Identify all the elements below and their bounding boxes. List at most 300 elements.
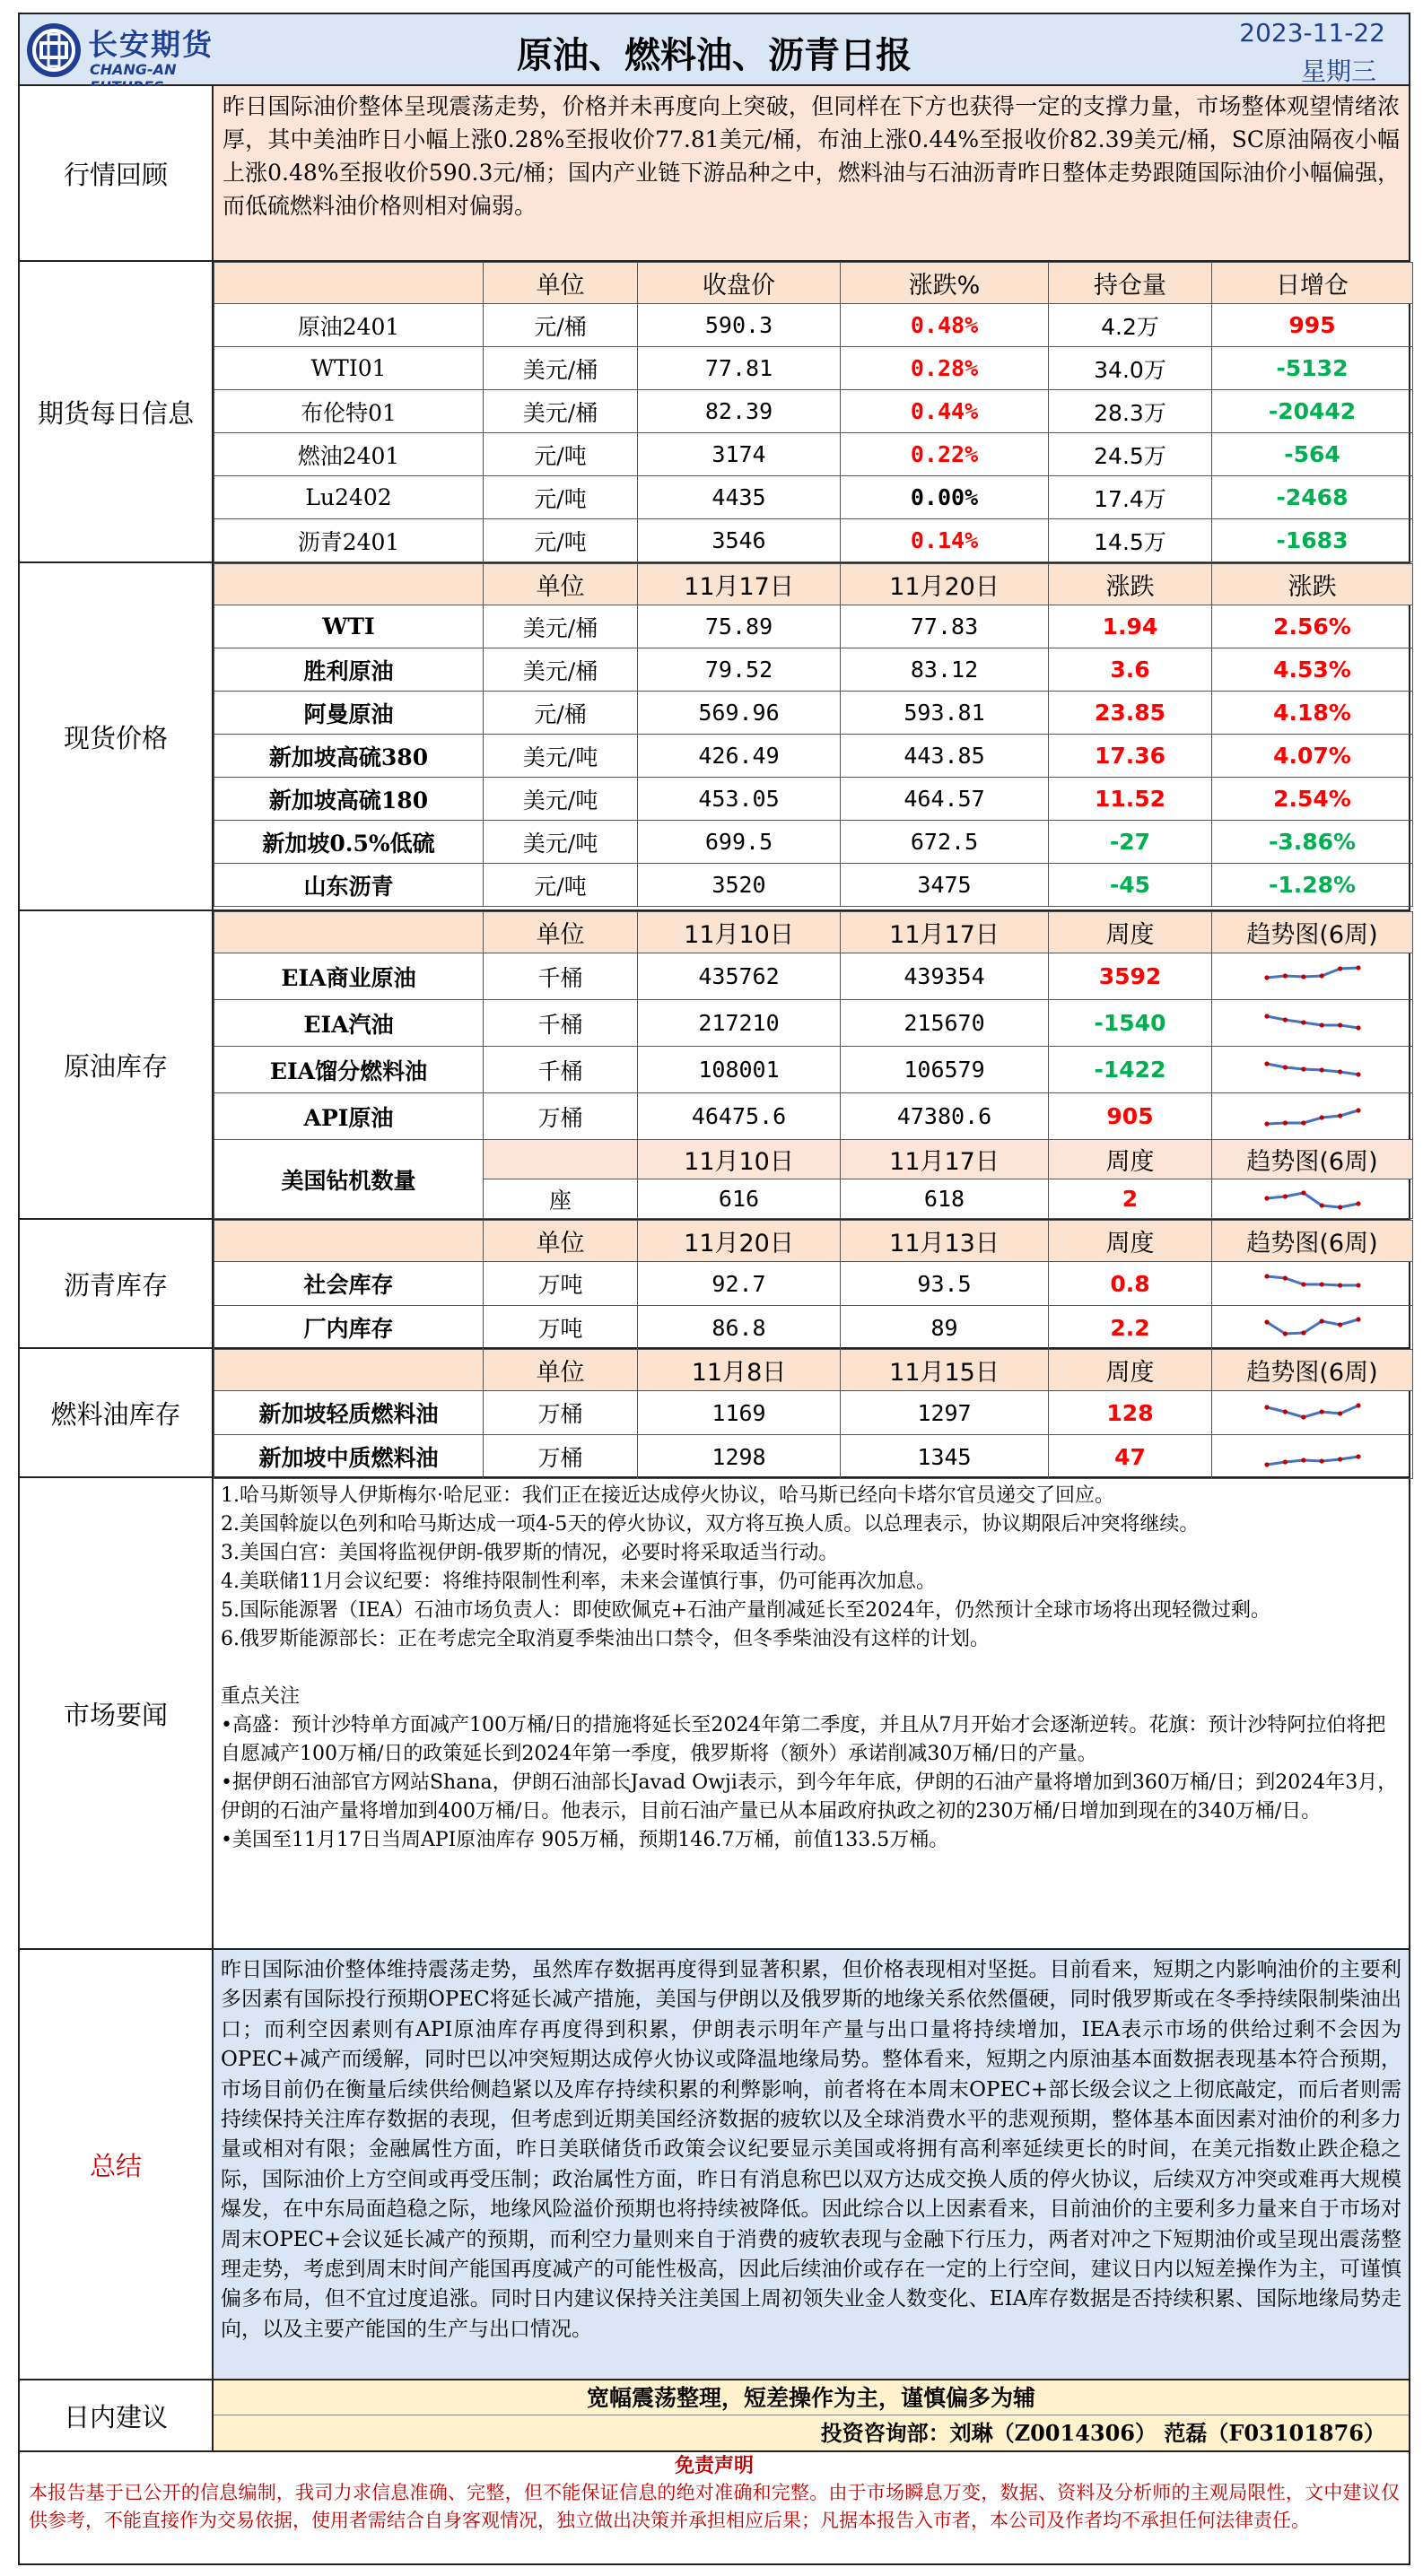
trend-line: [1267, 1457, 1358, 1465]
value-curr: 618: [841, 1179, 1049, 1219]
column-header-6: 日增仓: [1212, 263, 1413, 304]
table-row: [214, 1391, 1413, 1435]
item-name: EIA汽油: [214, 1000, 484, 1047]
news-item: •高盛：预计沙特单方面减产100万桶/日的措施将延长至2024年第二季度，并且从7月开始才会逐渐逆转。花旗：预计沙特阿拉伯将把自愿减产100万桶/日的政策延长到2024年第一季度，俄罗斯将（额外）承诺削减30万桶/日的产量。: [221, 1714, 1386, 1765]
trend-point: [1319, 1067, 1323, 1072]
column-header-1: [214, 263, 484, 304]
value-prev: 616: [638, 1179, 841, 1219]
futures-section: [20, 262, 1409, 563]
change-percent: 0.28%: [841, 347, 1049, 390]
column-header-1: [214, 1221, 484, 1262]
logo-english-name: CHANG-AN: [90, 61, 177, 78]
trend-chart: [1212, 1262, 1413, 1306]
contract-name: 原油2401: [214, 304, 484, 347]
trend-point: [1319, 1203, 1323, 1207]
trend-point: [1356, 1072, 1360, 1076]
value-prev: 1298: [638, 1435, 841, 1479]
value-prev: 92.7: [638, 1262, 841, 1306]
trend-sparkline: [1263, 964, 1362, 989]
market-review-text: 昨日国际油价整体呈现震荡走势，价格并未再度向上突破，但同样在下方也获得一定的支撑力量，市场整体观望情绪浓厚，其中美油昨日小幅上涨0.28%至报收价77.81美元/桶，布油上涨0.44%至报收价82.39美元/桶，SC原油隔夜小幅上涨0.48%至报收价590.3元/桶；国内产业链下游品种之中，燃料油与石油沥青昨日整体走势跟随国际油价小幅偏强，而低硫燃料油价格则相对偏弱。: [214, 86, 1409, 260]
trend-point: [1264, 1462, 1269, 1466]
trend-point: [1319, 1023, 1323, 1027]
item-name: EIA馏分燃料油: [214, 1047, 484, 1093]
trend-point: [1282, 1065, 1287, 1069]
unit: 万桶: [484, 1093, 638, 1140]
report-header: [20, 14, 1409, 86]
price-curr: 672.5: [841, 821, 1049, 864]
trend-point: [1282, 1017, 1287, 1022]
column-header-5: 周度: [1049, 1221, 1212, 1262]
unit: 元/吨: [484, 864, 638, 907]
value-prev: 435762: [638, 953, 841, 1000]
column-header-3: 11月10日: [638, 912, 841, 953]
trend-point: [1264, 1061, 1269, 1066]
table-row: [214, 605, 1413, 648]
summary-section: [20, 1950, 1409, 2380]
value-curr: 93.5: [841, 1262, 1049, 1306]
daily-oi-change: -564: [1212, 433, 1413, 476]
price-change-percent: -1.28%: [1212, 864, 1413, 907]
table-row: [214, 1000, 1413, 1047]
market-review-label: 行情回顾: [20, 86, 214, 260]
table-row: [214, 821, 1413, 864]
news-item: 6.俄罗斯能源部长：正在考虑完全取消夏季柴油出口禁令，但冬季柴油没有这样的计划。: [221, 1628, 990, 1650]
disclaimer-text: 本报告基于已公开的信息编制，我司力求信息准确、完整，但不能保证信息的绝对准确和完整。由于市场瞬息万变，数据、资料及分析师的主观局限性，文中建议仅供参考，不能直接作为交易依据，使用者需结合自身客观情况，独立做出决策并承担相应后果；凡据本报告入市者，本公司及作者均不承担任何法律责任。: [29, 2482, 1400, 2531]
trend-sparkline: [1263, 1187, 1362, 1212]
trend-chart: [1212, 1179, 1413, 1219]
value-prev: 86.8: [638, 1306, 841, 1350]
value-prev: 1169: [638, 1391, 841, 1435]
trend-line: [1267, 1405, 1358, 1417]
table-row: [214, 1047, 1413, 1093]
column-header-2: 单位: [484, 564, 638, 605]
trend-point: [1264, 1274, 1269, 1278]
price-prev: 453.05: [638, 778, 841, 821]
price-curr: 593.81: [841, 692, 1049, 735]
unit: 美元/吨: [484, 821, 638, 864]
unit: 千桶: [484, 1000, 638, 1047]
trend-point: [1338, 1457, 1342, 1461]
news-item: 4.美联储11月会议纪要：将维持限制性利率，未来会谨慎行事，仍可能再次加息。: [221, 1571, 936, 1593]
price-change: 11.52: [1049, 778, 1212, 821]
close-price: 3546: [638, 519, 841, 562]
unit: 美元/桶: [484, 648, 638, 692]
item-name: 社会库存: [214, 1262, 484, 1306]
unit: 元/吨: [484, 476, 638, 519]
value-curr: 89: [841, 1306, 1049, 1350]
trend-point: [1282, 1331, 1287, 1336]
report-weekday: 星期三: [1300, 57, 1376, 86]
price-prev: 3520: [638, 864, 841, 907]
asphalt-stock-section: [20, 1220, 1409, 1349]
open-interest: 28.3万: [1049, 390, 1212, 433]
trend-point: [1301, 1190, 1305, 1195]
spot-name: 新加坡高硫180: [214, 778, 484, 821]
rig-column-header-3: 周度: [1049, 1140, 1212, 1179]
trend-point: [1338, 1023, 1342, 1027]
trend-chart: [1212, 1435, 1413, 1479]
column-header-1: [214, 1350, 484, 1391]
change-percent: 0.14%: [841, 519, 1049, 562]
value-prev: 46475.6: [638, 1093, 841, 1140]
price-prev: 75.89: [638, 605, 841, 648]
trend-sparkline: [1263, 1400, 1362, 1425]
contract-name: WTI01: [214, 347, 484, 390]
spot-label: 现货价格: [20, 563, 214, 909]
price-change: 23.85: [1049, 692, 1212, 735]
rig-column-header-2: 11月17日: [841, 1140, 1049, 1179]
trend-sparkline: [1263, 1057, 1362, 1083]
trend-point: [1301, 974, 1305, 979]
trend-sparkline: [1263, 1011, 1362, 1036]
column-header-6: 趋势图(6周): [1212, 1221, 1413, 1262]
report-title: 原油、燃料油、沥青日报: [517, 35, 912, 76]
column-header-4: 涨跌%: [841, 263, 1049, 304]
table-row: [214, 433, 1413, 476]
rig-column-header-1: 11月10日: [638, 1140, 841, 1179]
daily-oi-change: -2468: [1212, 476, 1413, 519]
column-header-2: 单位: [484, 912, 638, 953]
column-header-6: 趋势图(6周): [1212, 912, 1413, 953]
open-interest: 34.0万: [1049, 347, 1212, 390]
trend-point: [1264, 1405, 1269, 1409]
table-row: [214, 648, 1413, 692]
spot-name: 胜利原油: [214, 648, 484, 692]
weekly-change: 47: [1049, 1435, 1212, 1479]
column-header-3: 11月8日: [638, 1350, 841, 1391]
trend-point: [1319, 1282, 1323, 1286]
unit: 元/吨: [484, 519, 638, 562]
weekly-change: 905: [1049, 1093, 1212, 1140]
trend-point: [1319, 973, 1323, 978]
trend-point: [1356, 1317, 1360, 1321]
unit: 千桶: [484, 1047, 638, 1093]
table-row: [214, 1435, 1413, 1479]
news-item: 1.哈马斯领导人伊斯梅尔·哈尼亚：我们正在接近达成停火协议，哈马斯已经向卡塔尔官员递交了回应。: [221, 1484, 1114, 1507]
table-row: [214, 347, 1413, 390]
news-item: 重点关注: [221, 1685, 301, 1708]
price-change-percent: 4.07%: [1212, 735, 1413, 778]
report-date: 2023-11-22: [1239, 18, 1385, 48]
value-prev: 108001: [638, 1047, 841, 1093]
price-prev: 79.52: [638, 648, 841, 692]
weekly-change: -1540: [1049, 1000, 1212, 1047]
trend-point: [1282, 973, 1287, 978]
trend-point: [1356, 965, 1360, 970]
trend-point: [1301, 1066, 1305, 1071]
trend-line: [1267, 1016, 1358, 1028]
price-change: 17.36: [1049, 735, 1212, 778]
price-curr: 3475: [841, 864, 1049, 907]
fuel-stock-label: 燃料油库存: [20, 1349, 214, 1476]
trend-point: [1264, 1319, 1269, 1324]
fuel-stock-section: [20, 1349, 1409, 1478]
spot-name: WTI: [214, 605, 484, 648]
news-item: 2.美国斡旋以色列和哈马斯达成一项4-5天的停火协议，双方将互换人质。以总理表示，协议期限后冲突将继续。: [221, 1513, 1200, 1536]
contract-name: 布伦特01: [214, 390, 484, 433]
price-curr: 464.57: [841, 778, 1049, 821]
trend-sparkline: [1263, 1104, 1362, 1129]
table-row: [214, 692, 1413, 735]
trend-line: [1267, 1193, 1358, 1207]
column-header-4: 11月20日: [841, 564, 1049, 605]
item-name: 新加坡中质燃料油: [214, 1435, 484, 1479]
trend-point: [1301, 1414, 1305, 1419]
intraday-section: [20, 2380, 1409, 2452]
table-row: [214, 1306, 1413, 1350]
table-header-row: [214, 912, 1413, 953]
trend-point: [1319, 1115, 1323, 1119]
table-row: [214, 1093, 1413, 1140]
price-curr: 83.12: [841, 648, 1049, 692]
trend-point: [1338, 1069, 1342, 1074]
weekly-change: 3592: [1049, 953, 1212, 1000]
trend-sparkline: [1263, 1315, 1362, 1340]
daily-report: [18, 13, 1410, 2565]
news-section: [20, 1478, 1409, 1950]
crude-stock-section: [20, 911, 1409, 1220]
price-curr: 443.85: [841, 735, 1049, 778]
price-change: -27: [1049, 821, 1212, 864]
trend-point: [1356, 1108, 1360, 1112]
trend-line: [1267, 968, 1358, 978]
unit: 美元/桶: [484, 390, 638, 433]
value-curr: 47380.6: [841, 1093, 1049, 1140]
price-change-percent: 4.53%: [1212, 648, 1413, 692]
column-header-5: 周度: [1049, 912, 1212, 953]
trend-point: [1264, 1014, 1269, 1018]
column-header-1: [214, 912, 484, 953]
unit: 元/桶: [484, 304, 638, 347]
value-curr: 439354: [841, 953, 1049, 1000]
trend-point: [1338, 1411, 1342, 1415]
close-price: 3174: [638, 433, 841, 476]
trend-chart: [1212, 1391, 1413, 1435]
price-prev: 426.49: [638, 735, 841, 778]
unit: 元/吨: [484, 433, 638, 476]
spot-name: 山东沥青: [214, 864, 484, 907]
rig-column-header-4: 趋势图(6周): [1212, 1140, 1413, 1179]
close-price: 82.39: [638, 390, 841, 433]
trend-point: [1264, 1196, 1269, 1200]
open-interest: 24.5万: [1049, 433, 1212, 476]
asphalt-stock-label: 沥青库存: [20, 1220, 214, 1347]
column-header-3: 11月20日: [638, 1221, 841, 1262]
column-header-6: 涨跌: [1212, 564, 1413, 605]
trend-point: [1356, 1454, 1360, 1458]
open-interest: 17.4万: [1049, 476, 1212, 519]
unit: 万桶: [484, 1435, 638, 1479]
trend-chart: [1212, 1000, 1413, 1047]
column-header-5: 持仓量: [1049, 263, 1212, 304]
price-change-percent: 2.56%: [1212, 605, 1413, 648]
spot-section: [20, 563, 1409, 911]
column-header-5: 涨跌: [1049, 564, 1212, 605]
value-curr: 1345: [841, 1435, 1049, 1479]
weekly-change: -1422: [1049, 1047, 1212, 1093]
news-item: 5.国际能源署（IEA）石油市场负责人：即使欧佩克+石油产量削减延长至2024年，仍然预计全球市场将出现轻微过剩。: [221, 1599, 1271, 1622]
column-header-2: 单位: [484, 263, 638, 304]
intraday-advice: 宽幅震荡整理，短差操作为主，谨慎偏多为辅: [214, 2380, 1409, 2415]
news-item: 3.美国白宫：美国将监视伊朗-俄罗斯的情况，必要时将采取适当行动。: [221, 1542, 839, 1564]
weekly-change: 128: [1049, 1391, 1212, 1435]
fuel-stock-table: [214, 1349, 1413, 1479]
table-row: [214, 519, 1413, 562]
price-change-percent: 4.18%: [1212, 692, 1413, 735]
table-row: [214, 953, 1413, 1000]
change-percent: 0.22%: [841, 433, 1049, 476]
close-price: 77.81: [638, 347, 841, 390]
column-header-1: [214, 564, 484, 605]
column-header-4: 11月17日: [841, 912, 1049, 953]
price-prev: 699.5: [638, 821, 841, 864]
price-change: 1.94: [1049, 605, 1212, 648]
price-curr: 77.83: [841, 605, 1049, 648]
trend-point: [1319, 1318, 1323, 1323]
trend-line: [1267, 1064, 1358, 1075]
item-name: 厂内库存: [214, 1306, 484, 1350]
item-name: API原油: [214, 1093, 484, 1140]
trend-point: [1282, 1275, 1287, 1280]
trend-point: [1282, 1409, 1287, 1414]
column-header-2: 单位: [484, 1350, 638, 1391]
trend-point: [1338, 1283, 1342, 1287]
column-header-2: 单位: [484, 1221, 638, 1262]
unit: 美元/桶: [484, 605, 638, 648]
change-percent: 0.00%: [841, 476, 1049, 519]
trend-point: [1301, 1120, 1305, 1125]
spot-table: [214, 563, 1413, 907]
intraday-label: 日内建议: [20, 2380, 214, 2450]
trend-point: [1301, 1282, 1305, 1286]
unit: 座: [484, 1179, 638, 1219]
table-row: [214, 390, 1413, 433]
contract-name: 燃油2401: [214, 433, 484, 476]
daily-oi-change: -5132: [1212, 347, 1413, 390]
table-row: [214, 864, 1413, 907]
open-interest: 4.2万: [1049, 304, 1212, 347]
trend-point: [1301, 1330, 1305, 1335]
trend-point: [1356, 1403, 1360, 1407]
rig-header-row: [214, 1140, 1413, 1179]
trend-point: [1282, 1194, 1287, 1198]
unit: 万桶: [484, 1391, 638, 1435]
futures-table: [214, 262, 1413, 562]
asphalt-stock-table: [214, 1220, 1413, 1350]
price-change: 3.6: [1049, 648, 1212, 692]
weekly-change: 0.8: [1049, 1262, 1212, 1306]
trend-point: [1264, 1121, 1269, 1126]
unit: 美元/桶: [484, 347, 638, 390]
weekly-change: 2.2: [1049, 1306, 1212, 1350]
column-header-3: 收盘价: [638, 263, 841, 304]
change-percent: 0.44%: [841, 390, 1049, 433]
rig-header-blank: [484, 1140, 638, 1179]
table-row: [214, 1262, 1413, 1306]
trend-line: [1267, 1110, 1358, 1124]
news-list: [214, 1478, 1409, 1948]
column-header-3: 11月17日: [638, 564, 841, 605]
item-name: EIA商业原油: [214, 953, 484, 1000]
news-label: 市场要闻: [20, 1478, 214, 1948]
table-header-row: [214, 1350, 1413, 1391]
daily-oi-change: -20442: [1212, 390, 1413, 433]
value-curr: 1297: [841, 1391, 1049, 1435]
trend-point: [1356, 1283, 1360, 1287]
news-spacer: [221, 1654, 1401, 1683]
item-name: 新加坡轻质燃料油: [214, 1391, 484, 1435]
trend-point: [1282, 1120, 1287, 1125]
unit: 万吨: [484, 1262, 638, 1306]
logo-chinese-name: 长安期货: [88, 27, 214, 62]
column-header-6: 趋势图(6周): [1212, 1350, 1413, 1391]
trend-point: [1356, 1201, 1360, 1205]
price-change-percent: -3.86%: [1212, 821, 1413, 864]
trend-point: [1282, 1459, 1287, 1464]
consultant-info: 投资咨询部：刘琳（Z0014306） 范磊（F03101876）: [820, 2420, 1385, 2446]
trend-sparkline: [1263, 1271, 1362, 1296]
trend-chart: [1212, 1047, 1413, 1093]
market-review-section: [20, 86, 1409, 262]
summary-text: 昨日国际油价整体维持震荡走势，虽然库存数据再度得到显著积累，但价格表现相对坚挺。目前看来，短期之内影响油价的主要利多因素有国际投行预期OPEC将延长减产措施，美国与伊朗以及俄罗斯的地缘关系依然僵硬，同时俄罗斯或在冬季持续限制柴油出口；而利空因素则有API原油库存再度得到积累，伊朗表示明年产量与出口量将持续增加，IEA表示市场的供给过剩不会因为OPEC+减产而缓解，同时巴以冲突短期达成停火协议或降温地缘局势。整体看来，短期之内原油基本面数据表现基本符合预期，市场目前仍在衡量后续供给侧趋紧以及库存持续积累的利弊影响，前者将在本周末OPEC+部长级会议之上彻底敲定，而后者则需持续保持关注库存数据的表现，但考虑到近期美国经济数据的疲软以及全球消费水平的悲观预期，整体基本面因素对油价的利多力量或相对有限；金融属性方面，昨日美联储货币政策会议纪要显示美国或将拥有高利率延续更长的时间，在美元指数止跌企稳之际，国际油价上方空间或再受压制；政治属性方面，昨日有消息称巴以双方达成交换人质的停火协议，后续双方冲突或难再大规模爆发，在中东局面趋稳之际，地缘风险溢价预期也将持续被降低。因此综合以上因素看来，目前油价的主要利多力量来自于市场对周末OPEC+会议延长减产的预期，而利空力量则来自于消费的疲软表现与金融下行压力，两者对冲之下短期油价或呈现出震荡整理走势，考虑到周末时间产能国再度减产的可能性极高，因此后续油价或存在一定的上行空间，建议日内以短差操作为主，可谨慎偏多布局，但不宜过度追涨。同时日内建议保持关注美国上周初领失业金人数变化、EIA库存数据是否持续积累、国际地缘局势走向，以及主要产能国的生产与出口情况。: [214, 1950, 1409, 2379]
news-item: •据伊朗石油部官方网站Shana，伊朗石油部长Javad Owji表示，到今年年底，伊朗的石油产量将增加到360万桶/日；到2024年3月，伊朗的石油产量将增加到400万桶/日。他表示，目前石油产量已从本届政府执政之初的230万桶/日增加到现在的340万桶/日。: [221, 1771, 1398, 1823]
value-curr: 106579: [841, 1047, 1049, 1093]
trend-point: [1338, 1322, 1342, 1327]
spot-name: 新加坡高硫380: [214, 735, 484, 778]
table-header-row: [214, 263, 1413, 304]
summary-label: 总结: [20, 1950, 214, 2379]
trend-chart: [1212, 1093, 1413, 1140]
column-header-5: 周度: [1049, 1350, 1212, 1391]
unit: 千桶: [484, 953, 638, 1000]
change-percent: 0.48%: [841, 304, 1049, 347]
contract-name: Lu2402: [214, 476, 484, 519]
column-header-4: 11月15日: [841, 1350, 1049, 1391]
spot-name: 新加坡0.5%低硫: [214, 821, 484, 864]
disclaimer-title: 免责声明: [674, 2454, 754, 2477]
daily-oi-change: -1683: [1212, 519, 1413, 562]
close-price: 4435: [638, 476, 841, 519]
table-row: [214, 304, 1413, 347]
trend-point: [1338, 966, 1342, 970]
trend-line: [1267, 1319, 1358, 1334]
table-row: [214, 778, 1413, 821]
price-prev: 569.96: [638, 692, 841, 735]
weekly-change: 2: [1049, 1179, 1212, 1219]
unit: 万吨: [484, 1306, 638, 1350]
unit: 美元/吨: [484, 778, 638, 821]
table-row: [214, 476, 1413, 519]
trend-chart: [1212, 953, 1413, 1000]
close-price: 590.3: [638, 304, 841, 347]
value-curr: 215670: [841, 1000, 1049, 1047]
trend-line: [1267, 1276, 1358, 1285]
table-header-row: [214, 1221, 1413, 1262]
value-prev: 217210: [638, 1000, 841, 1047]
daily-oi-change: 995: [1212, 304, 1413, 347]
open-interest: 14.5万: [1049, 519, 1212, 562]
crude-stock-table: [214, 911, 1413, 1219]
table-header-row: [214, 564, 1413, 605]
futures-label: 期货每日信息: [20, 262, 214, 561]
crude-stock-label: 原油库存: [20, 911, 214, 1218]
contract-name: 沥青2401: [214, 519, 484, 562]
trend-point: [1356, 1025, 1360, 1030]
rig-count-name: 美国钻机数量: [214, 1140, 484, 1219]
trend-sparkline: [1263, 1444, 1362, 1469]
news-item: •美国至11月17日当周API原油库存 905万桶，预期146.7万桶，前值133.5万桶。: [221, 1829, 949, 1851]
trend-point: [1319, 1409, 1323, 1414]
